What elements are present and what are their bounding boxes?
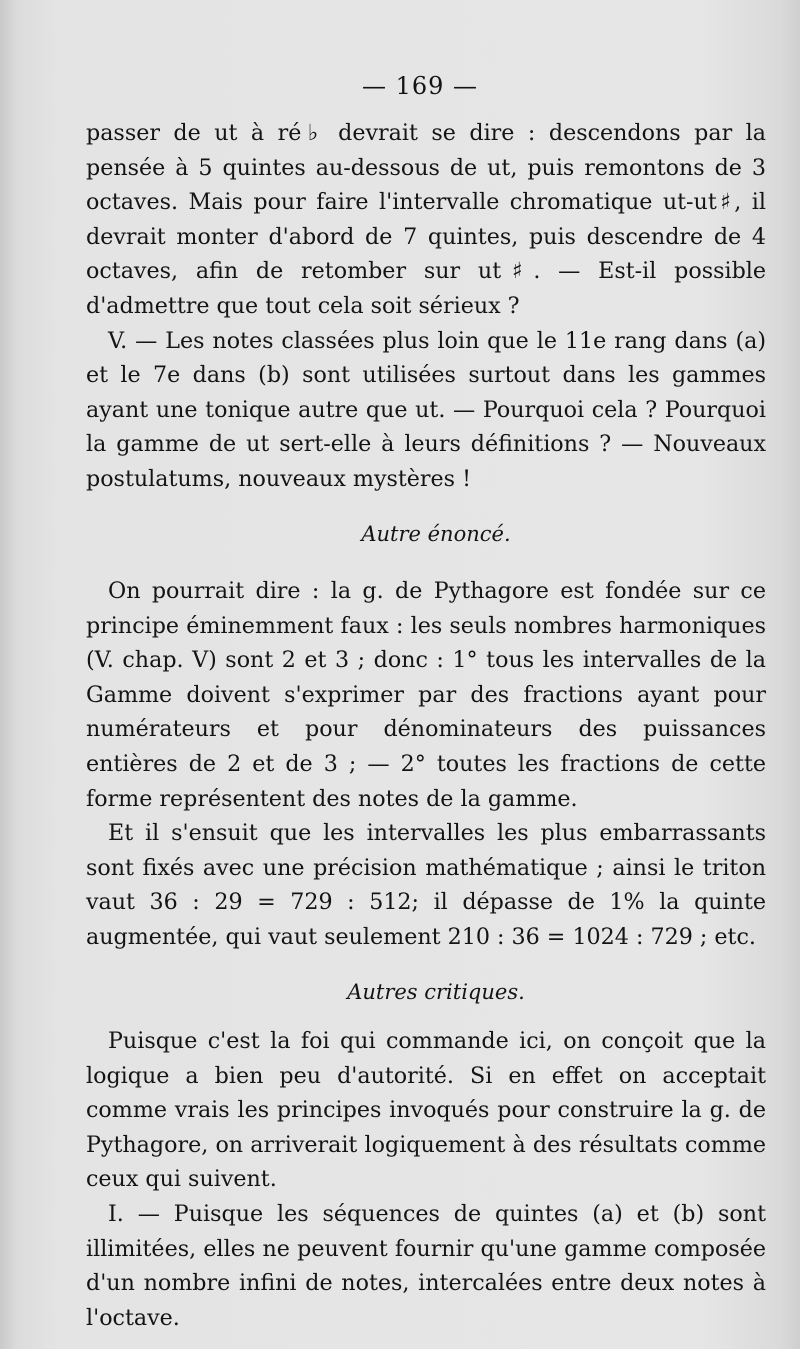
- text-block-1: [86, 116, 766, 497]
- text-block-2: [86, 574, 766, 955]
- paragraph: passer de ut à ré♭ devrait se dire : descendons par la pensée à 5 quintes au-dessous de ut, puis remontons de 3 octaves. Mais pour faire l'intervalle chromatique ut-ut♯, il devrait monter d'abord de 7 quintes, puis descendre de 4 octaves, afin de retomber sur ut♯. — Est-il possible d'admettre que tout cela soit sérieux ?: [86, 120, 766, 319]
- paragraph: Et il s'ensuit que les intervalles les plus embarrassants sont fixés avec une précision mathématique ; ainsi le triton vaut 36 : 29 = 729 : 512; il dépasse de 1% la quinte augmentée, qui vaut seulement 210 : 36 = 1024 : 729 ; etc.: [86, 820, 766, 950]
- page-number: — 169 —: [361, 72, 479, 100]
- paragraph: Puisque c'est la foi qui commande ici, on conçoit que la logique a bien peu d'autorité. Si en effet on acceptait comme vrais les principes invoqués pour construire la g. de Pythagore, on arriverait logiquement à des résultats comme ceux qui suivent.: [86, 1028, 766, 1193]
- paragraph: V. — Les notes classées plus loin que le 11e rang dans (a) et le 7e dans (b) sont utilisées surtout dans les gammes ayant une tonique autre que ut. — Pourquoi cela ? Pourquoi la gamme de ut sert-elle à leurs définitions ? — Nouveaux postulatums, nouveaux mystères !: [86, 327, 766, 492]
- section-heading: Autre énoncé.: [361, 522, 511, 546]
- paragraph: I. — Puisque les séquences de quintes (a) et (b) sont illimitées, elles ne peuvent fournir qu'une gamme composée d'un nombre infini de notes, intercalées entre deux notes à l'octave.: [86, 1200, 766, 1331]
- text-block-3: [86, 1024, 766, 1335]
- paragraph: On pourrait dire : la g. de Pythagore est fondée sur ce principe éminemment faux : les seuls nombres harmoniques (V. chap. V) sont 2 et 3 ; donc : 1° tous les intervalles de la Gamme doivent s'exprimer par des fractions ayant pour numérateurs et pour dénominateurs des puissances entières de 2 et de 3 ; — 2° toutes les fractions de cette forme représentent des notes de la gamme.: [86, 578, 766, 812]
- section-heading: Autres critiques.: [347, 980, 525, 1004]
